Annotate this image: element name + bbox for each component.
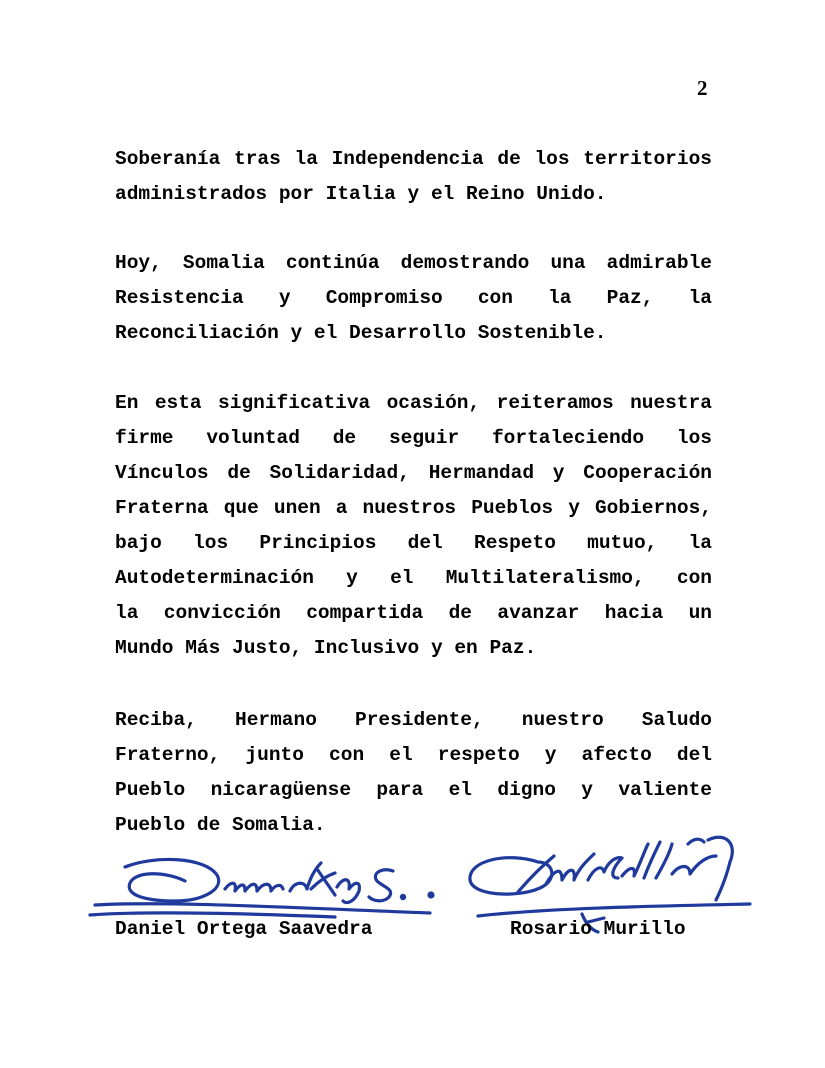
paragraph-2 <box>115 246 712 351</box>
signature-left-image <box>85 845 450 925</box>
paragraph-line: Hoy, Somalia continúa demostrando una admirable <box>115 252 712 274</box>
paragraph-line: Pueblo nicaragüense para el digno y valiente <box>115 779 712 801</box>
paragraph-line: Soberanía tras la Independencia de los territorios <box>115 148 712 170</box>
paragraph-line: Pueblo de Somalia. <box>115 814 326 836</box>
paragraph-line: administrados por Italia y el Reino Unido. <box>115 183 607 205</box>
paragraph-line: firme voluntad de seguir fortaleciendo los <box>115 427 712 449</box>
paragraph-line: Vínculos de Solidaridad, Hermandad y Cooperación <box>115 462 712 484</box>
paragraph-line: Reciba, Hermano Presidente, nuestro Saludo <box>115 709 712 731</box>
paragraph-line: Reconciliación y el Desarrollo Sostenible. <box>115 322 607 344</box>
signatory-name-left: Daniel Ortega Saavedra <box>115 918 373 940</box>
paragraph-line: Mundo Más Justo, Inclusivo y en Paz. <box>115 637 537 659</box>
paragraph-line: En esta significativa ocasión, reiteramos nuestra <box>115 392 712 414</box>
paragraph-3 <box>115 386 712 666</box>
paragraph-line: bajo los Principios del Respeto mutuo, la <box>115 532 712 554</box>
signatory-name-right: Rosario Murillo <box>510 918 686 940</box>
page-number: 2 <box>697 76 708 100</box>
paragraph-line: Resistencia y Compromiso con la Paz, la <box>115 287 712 309</box>
paragraph-line: Autodeterminación y el Multilateralismo, con <box>115 567 712 589</box>
paragraph-line: la convicción compartida de avanzar hacia un <box>115 602 712 624</box>
paragraph-1 <box>115 142 712 212</box>
paragraph-line: Fraterna que unen a nuestros Pueblos y Gobiernos, <box>115 497 712 519</box>
paragraph-line: Fraterno, junto con el respeto y afecto del <box>115 744 712 766</box>
